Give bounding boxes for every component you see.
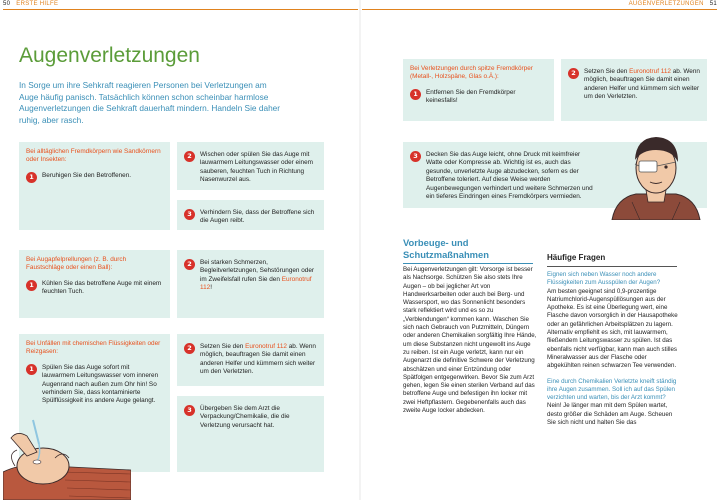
step-number-badge: 3: [184, 209, 195, 220]
chemical-step-2-text-post: ab. Wenn möglich, beauftragen Sie damit einen anderen Helfer und kümmern sich weiter um den Verletzten.: [200, 343, 316, 376]
left-page-number: 50: [3, 1, 11, 7]
bruise-box-label: Bei Augapfelprellungen (z. B. durch Faustschläge oder einen Ball):: [26, 256, 127, 272]
page-title: Augenverletzungen: [19, 44, 200, 67]
dust-step-3b-box: [177, 200, 324, 230]
chemical-step-2-box: [177, 334, 324, 386]
step-number-badge: 2: [184, 343, 195, 354]
chemical-box-label: Bei Unfällen mit chemischen Flüssigkeiten oder Reizgasen:: [26, 340, 161, 356]
right-running-header: [629, 1, 717, 7]
sharp-step-1-text: Entfernen Sie den Fremdkörper keinesfalls!: [426, 88, 516, 105]
faq-list: [547, 271, 681, 434]
dust-step-3b: [184, 209, 317, 226]
chemical-step-3-box: [177, 396, 324, 472]
dust-step-3b-text: Verhindern Sie, dass der Betroffene sich die Augen reibt.: [200, 209, 315, 225]
prevention-body: Bei Augenverletzungen gilt: Vorsorge ist besser als Nachsorge. Schützen Sie also stets Ihre Augen – ob bei jeglicher Art von Handwerksarbeiten oder auch bei Berg- und Wassersport, wo das Sonnenlicht besonders stark reflektiert wird und es so zu „Verblendungen“ kommen kann. Waschen Sie sich nach Gebrauch von Putzmitteln, Düngern oder anderen Chemikalien sorgfältig Ihre Hände, um diese Substanzen nicht ungewollt ins Auge zu reiben. Ist ein Auge verletzt, kann nur ein Augenarzt die definitive Schwere der Verletzung abschätzen und einer Entzündung oder Spätfolgen entgegenwirken. Bevor Sie zum Arzt gehen, legen Sie einen sterilen Verband auf das betroffene Auge und befestigen ihn locker mit zwei Heftpflastern. Gegebenenfalls auch das zweite Auge locker abdecken.: [403, 266, 537, 415]
sharp-step-2-box: [561, 59, 707, 121]
bruise-step-2-text-pre: Bei starken Schmerzen, Begleitverletzungen, Sehstörungen oder im Zweifelsfall rufen Sie den: [200, 259, 315, 283]
dust-step-1: [26, 172, 163, 180]
faq-question: Eignen sich neben Wasser noch andere Flüssigkeiten zum Ausspülen der Augen?: [547, 271, 661, 287]
step-number-badge: 1: [410, 89, 421, 100]
right-section-title: AUGENVERLETZUNGEN: [628, 1, 704, 7]
bruise-step-1: [26, 280, 163, 297]
sharp-step-2-text-post: ab. Wenn möglich, beauftragen Sie damit einen anderen Helfer und kümmern sich weiter um den Verletzten.: [584, 68, 700, 101]
dust-step-2-box: [177, 142, 324, 190]
bruise-step-1-text: Kühlen Sie das betroffene Auge mit einem feuchten Tuch.: [42, 279, 162, 296]
prevention-heading: Vorbeuge- und Schutzmaßnahmen: [403, 237, 533, 264]
dust-step-3: [410, 151, 597, 201]
page-gutter: [359, 0, 361, 500]
step-number-badge: 1: [26, 364, 37, 375]
dust-step-2: [184, 151, 317, 185]
sharp-step-2-text-pre: Setzen Sie den: [584, 68, 630, 75]
right-header-rule: [362, 9, 717, 10]
left-section-title: ERSTE HILFE: [16, 1, 59, 7]
sharp-box-label: Bei Verletzungen durch spitze Fremdkörper (Metall-, Holzspäne, Glas o.Ä.):: [410, 65, 533, 81]
left-header-rule: [3, 9, 358, 10]
emergency-number-highlight: Euronotruf 112: [200, 275, 312, 292]
intro-paragraph: In Sorge um ihre Sehkraft reagieren Personen bei Verletzungen am Auge häufig panisch. Tatsächlich können schon scheinbar harmlose Augenverletzungen die Sehkraft dauerhaft mindern. Handeln Sie daher ruhig, aber rasch.: [19, 80, 281, 125]
sharp-foreign-body-box: [403, 59, 554, 121]
sharp-step-2: [568, 68, 700, 102]
dust-step-1-text: Beruhigen Sie den Betroffenen.: [42, 171, 132, 179]
step-number-badge: 2: [184, 259, 195, 270]
emergency-number-highlight: Euronotruf 112: [629, 68, 671, 75]
step-number-badge: 2: [184, 151, 195, 162]
dust-step-3-text: Decken Sie das Auge leicht, ohne Druck mit keimfreier Watte oder Kompresse ab. Wichtig ist es, auch das gesunde, unverletzte Auge abzudecken, sofern es der Betroffene toleriert. Auf diese Weise werden Augenbewegungen verhindert und weitere Schmerzen und ein tieferes Eindringen eines Fremdkörpers vermieden.: [426, 151, 593, 201]
bruise-step-2-text-post: !: [210, 284, 212, 292]
dust-step-2-text: Wischen oder spülen Sie das Auge mit lauwarmem Leitungswasser oder einem sauberen, feuchten Tuch in Richtung Nasenwurzel aus.: [200, 151, 313, 184]
chemical-step-1: [26, 364, 163, 406]
faq-heading: Häufige Fragen: [547, 253, 677, 267]
faq-question: Eine durch Chemikalien Verletzte kneift ständig ihre Augen zusammen. Soll ich auf das Spülen verzichten und warten, bis der Arzt kommt?: [547, 377, 677, 402]
sharp-step-1: [410, 89, 547, 106]
bruise-step-2: [184, 259, 317, 293]
chemical-step-2: [184, 343, 317, 377]
eye-rinsing-illustration: [3, 410, 131, 500]
step-number-badge: 1: [26, 172, 37, 183]
faq-answer: Am besten geeignet sind 0,9-prozentige Natriumchlorid-Augenspüllösungen aus der Apotheke. Es ist eine Überlegung wert, eine Flasche davon vorsorglich in der Hausapotheke oder an gefährlichen Arbeitsplätzen zu lagern. Alternativ empfiehlt es sich, mit lauwarmem, fließendem Leitungswasser zu spülen. Ist das ebenfalls nicht verfügbar, kann man auch stilles Mineralwasser aus der Flasche oder abgekühlten reinen schwarzen Tee verwenden.: [547, 287, 678, 370]
chemical-step-2-text-pre: Setzen Sie den: [200, 343, 246, 350]
chemical-step-1-text: Spülen Sie das Auge sofort mit lauwarmem Leitungswasser vom inneren Augenrand nach außen zum Ohr hin! So verhindern Sie, dass kontaminierte Spülflüssigkeit ins andere Auge gelangt.: [42, 363, 159, 405]
eye-contusion-box: [19, 250, 170, 318]
bruise-step-2-box: [177, 250, 324, 318]
left-running-header: [3, 1, 58, 7]
step-number-badge: 2: [568, 68, 579, 79]
dust-box-label: Bei alltäglichen Fremdkörpern wie Sandkörnern oder Insekten:: [26, 148, 161, 164]
step-number-badge: 1: [26, 280, 37, 291]
right-page-number: 51: [709, 1, 717, 7]
faq-answer: Nein! Je länger man mit dem Spülen wartet, desto größer die Schäden am Auge. Scheuen Sie sich nicht und halten Sie das: [547, 402, 673, 427]
step-number-badge: 3: [184, 405, 195, 416]
emergency-number-highlight: Euronotruf 112: [245, 343, 287, 350]
man-with-eye-bandage-illustration: [602, 128, 710, 220]
chemical-step-3: [184, 405, 317, 430]
step-number-badge: 3: [410, 151, 421, 162]
chemical-step-3-text: Übergeben Sie dem Arzt die Verpackung/Chemikalie, die die Verletzung verursacht hat.: [200, 405, 290, 429]
everyday-foreign-body-box: [19, 142, 170, 230]
